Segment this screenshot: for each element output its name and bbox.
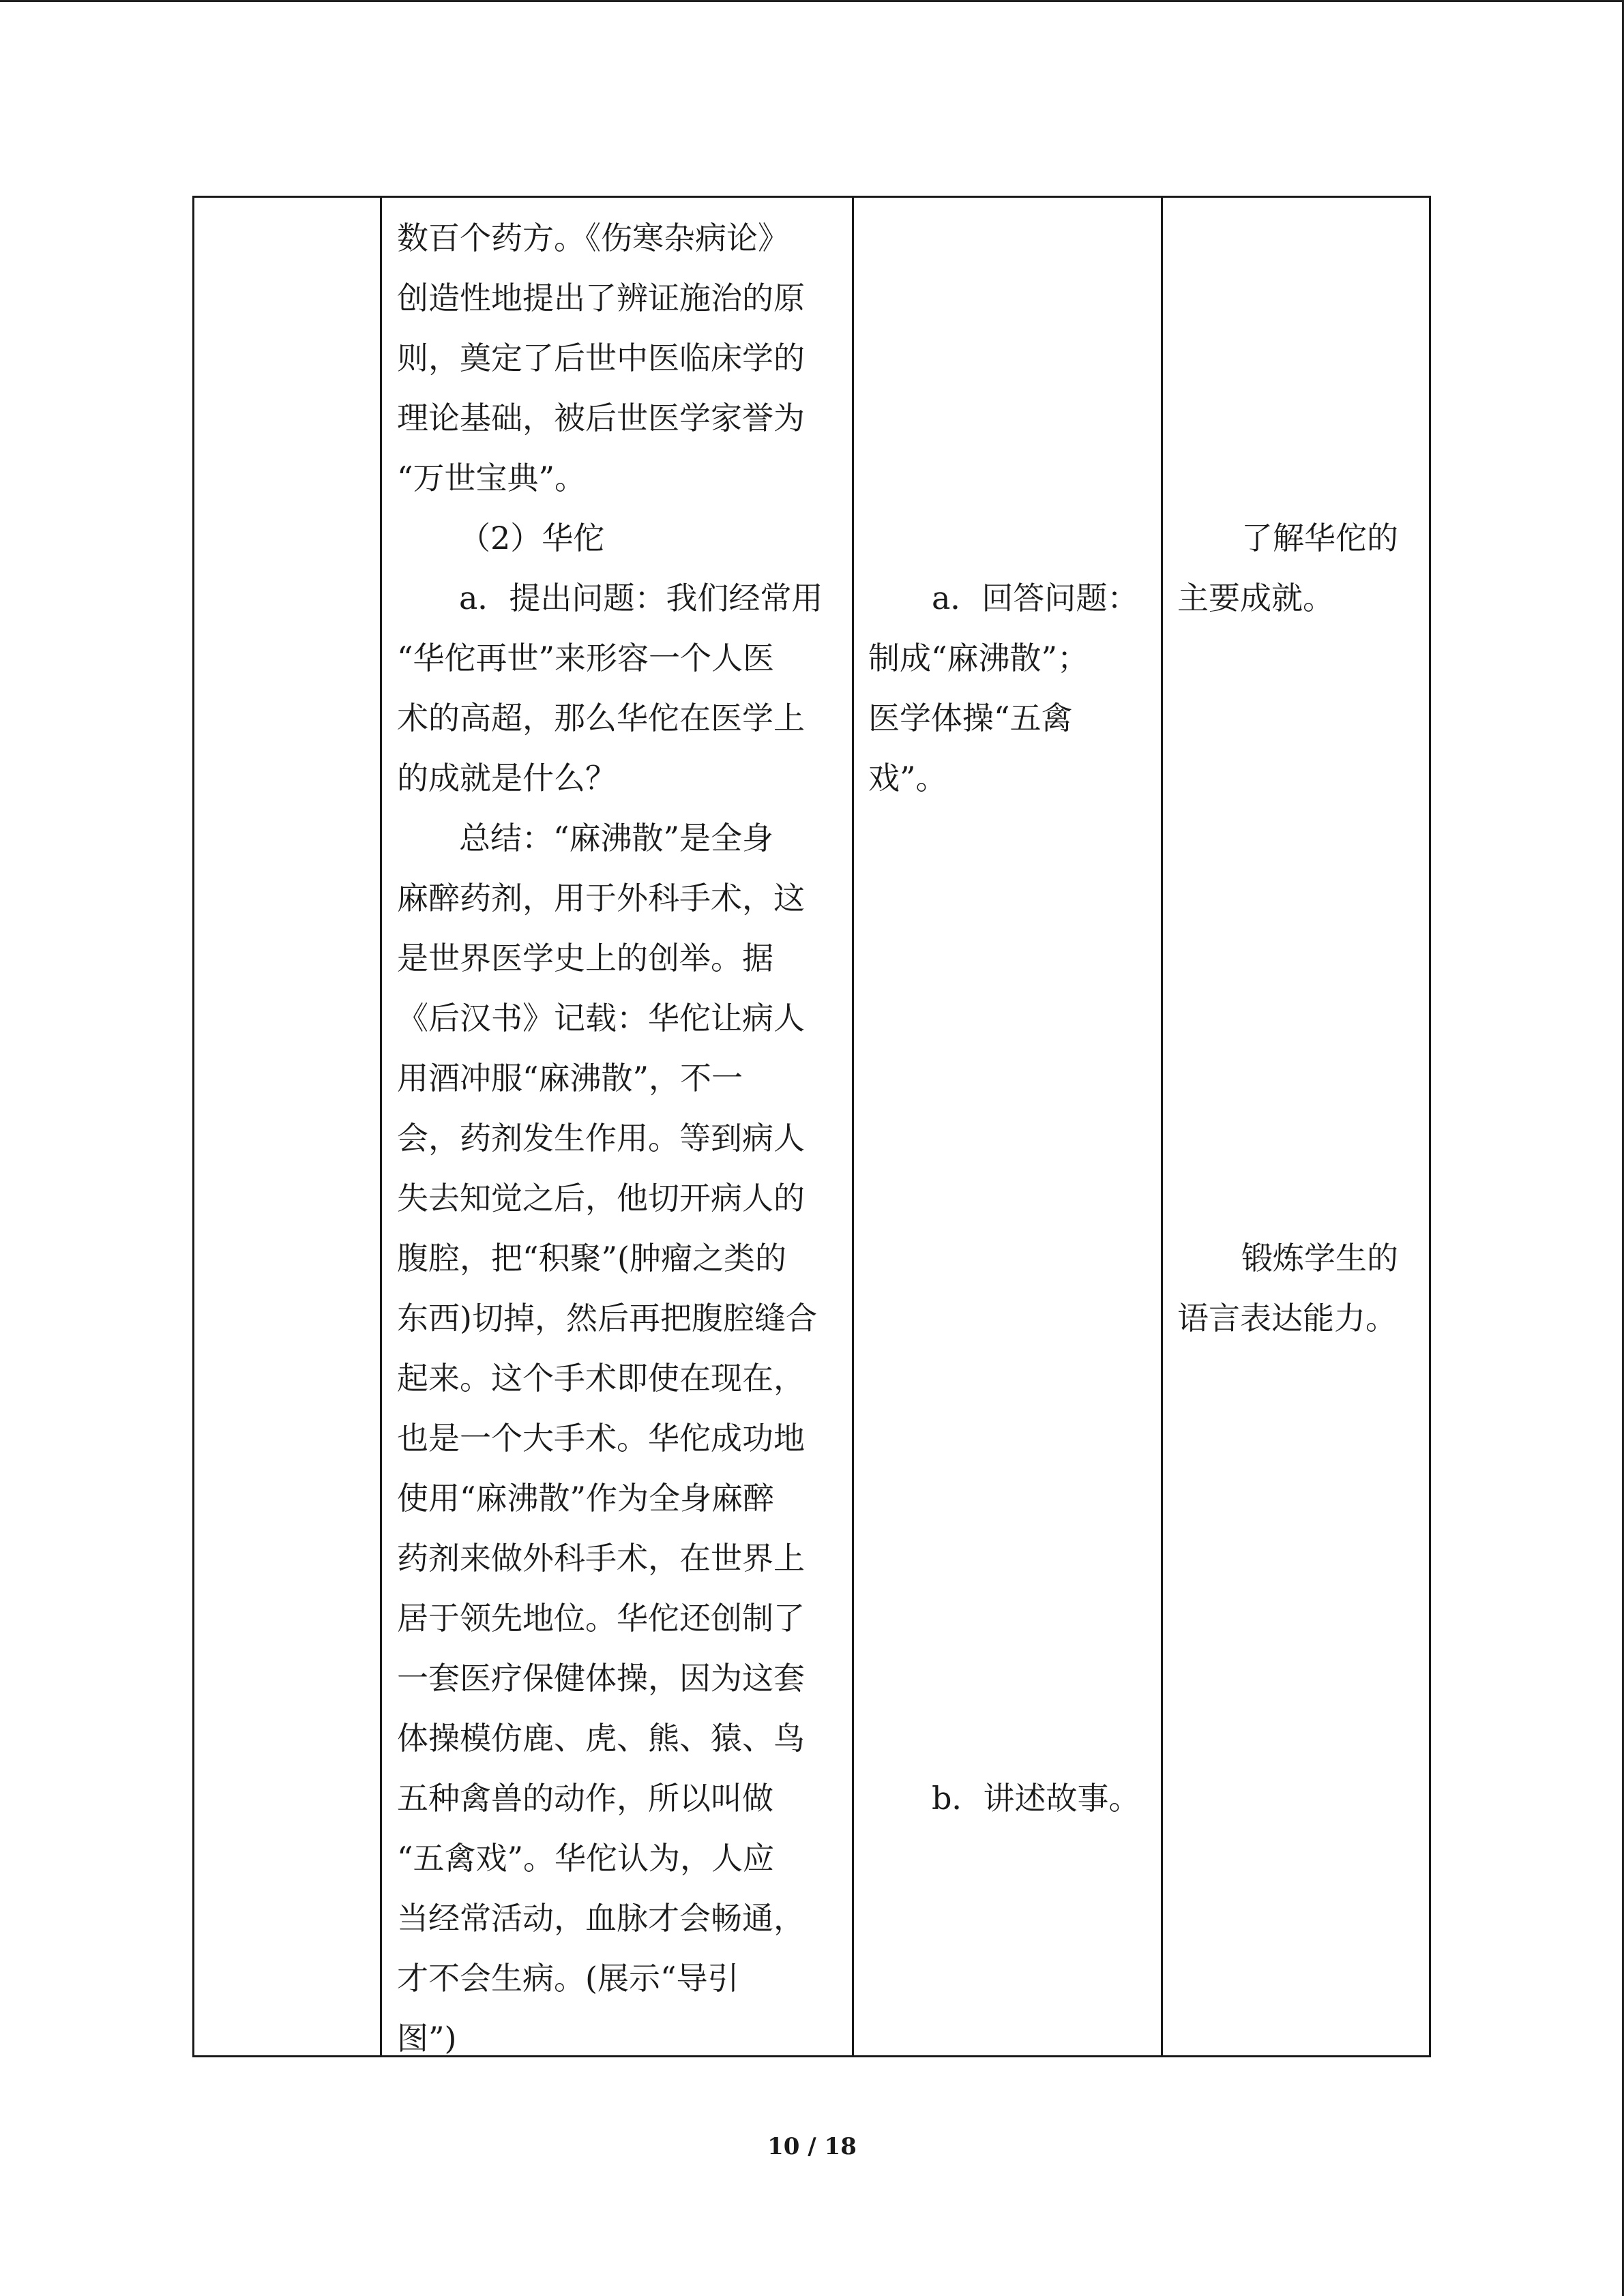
design-purpose-line: 语言表达能力。 [1177,1300,1397,1337]
content-line: 五种禽兽的动作，所以叫做 [397,1780,773,1817]
content-subheading: （2）华佗 [459,520,605,556]
content-line: 创造性地提出了辨证施治的原 [397,280,805,316]
content-line: 的成就是什么？ [397,760,617,796]
content-line: 术的高超，那么华佗在医学上 [397,700,805,736]
student-activity-line: a．回答问题： [932,580,1139,616]
content-line: 总结：“麻沸散”是全身 [459,820,774,856]
content-line: “万世宝典”。 [397,460,587,496]
column-divider-2 [852,198,854,2055]
content-line: 会，药剂发生作用。等到病人 [397,1120,805,1157]
content-line: “五禽戏”。华佗认为，人应 [397,1840,775,1877]
content-line: 才不会生病。(展示“导引 [397,1960,739,1997]
content-line: 用酒冲服“麻沸散”，不一 [397,1060,743,1097]
content-line: “华佗再世”来形容一个人医 [397,640,775,676]
student-activity-line: 医学体操“五禽 [868,700,1073,736]
content-line: 体操模仿鹿、虎、熊、猿、鸟 [397,1720,805,1757]
content-line: 东西)切掉，然后再把腹腔缝合 [397,1300,817,1337]
content-line: 《后汉书》记载：华佗让病人 [397,1000,805,1037]
content-line: a．提出问题：我们经常用 [459,580,823,616]
student-activity-line: b．讲述故事。 [932,1780,1140,1817]
content-line: 则，奠定了后世中医临床学的 [397,340,805,376]
design-purpose-line: 锻炼学生的 [1241,1240,1398,1277]
student-activity-line: 制成“麻沸散”； [868,640,1089,676]
design-purpose-line: 了解华佗的 [1241,520,1398,556]
content-line: 数百个药方。《伤寒杂病论》 [397,220,789,256]
column-divider-3 [1161,198,1163,2055]
content-line: 居于领先地位。华佗还创制了 [397,1600,805,1637]
content-line: 是世界医学史上的创举。据 [397,940,773,976]
lesson-table [192,196,1431,2057]
content-line: 一套医疗保健体操，因为这套 [397,1660,805,1697]
student-activity-line: 戏”。 [868,760,947,796]
content-line: 失去知觉之后，他切开病人的 [397,1180,805,1217]
content-line: 起来。这个手术即使在现在， [397,1360,805,1397]
page-top-border [0,0,1624,2]
column-divider-1 [380,198,382,2055]
content-line: 使用“麻沸散”作为全身麻醉 [397,1480,775,1517]
page-number: 10 / 18 [767,2133,857,2160]
content-line: 也是一个大手术。华佗成功地 [397,1420,805,1457]
design-purpose-line: 主要成就。 [1177,580,1334,616]
content-line: 理论基础，被后世医学家誉为 [397,400,805,436]
content-line: 麻醉药剂，用于外科手术，这 [397,880,805,916]
content-line: 图”) [397,2020,457,2057]
content-line: 腹腔，把“积聚”(肿瘤之类的 [397,1240,786,1277]
content-line: 药剂来做外科手术，在世界上 [397,1540,805,1577]
content-line: 当经常活动，血脉才会畅通， [397,1900,805,1937]
